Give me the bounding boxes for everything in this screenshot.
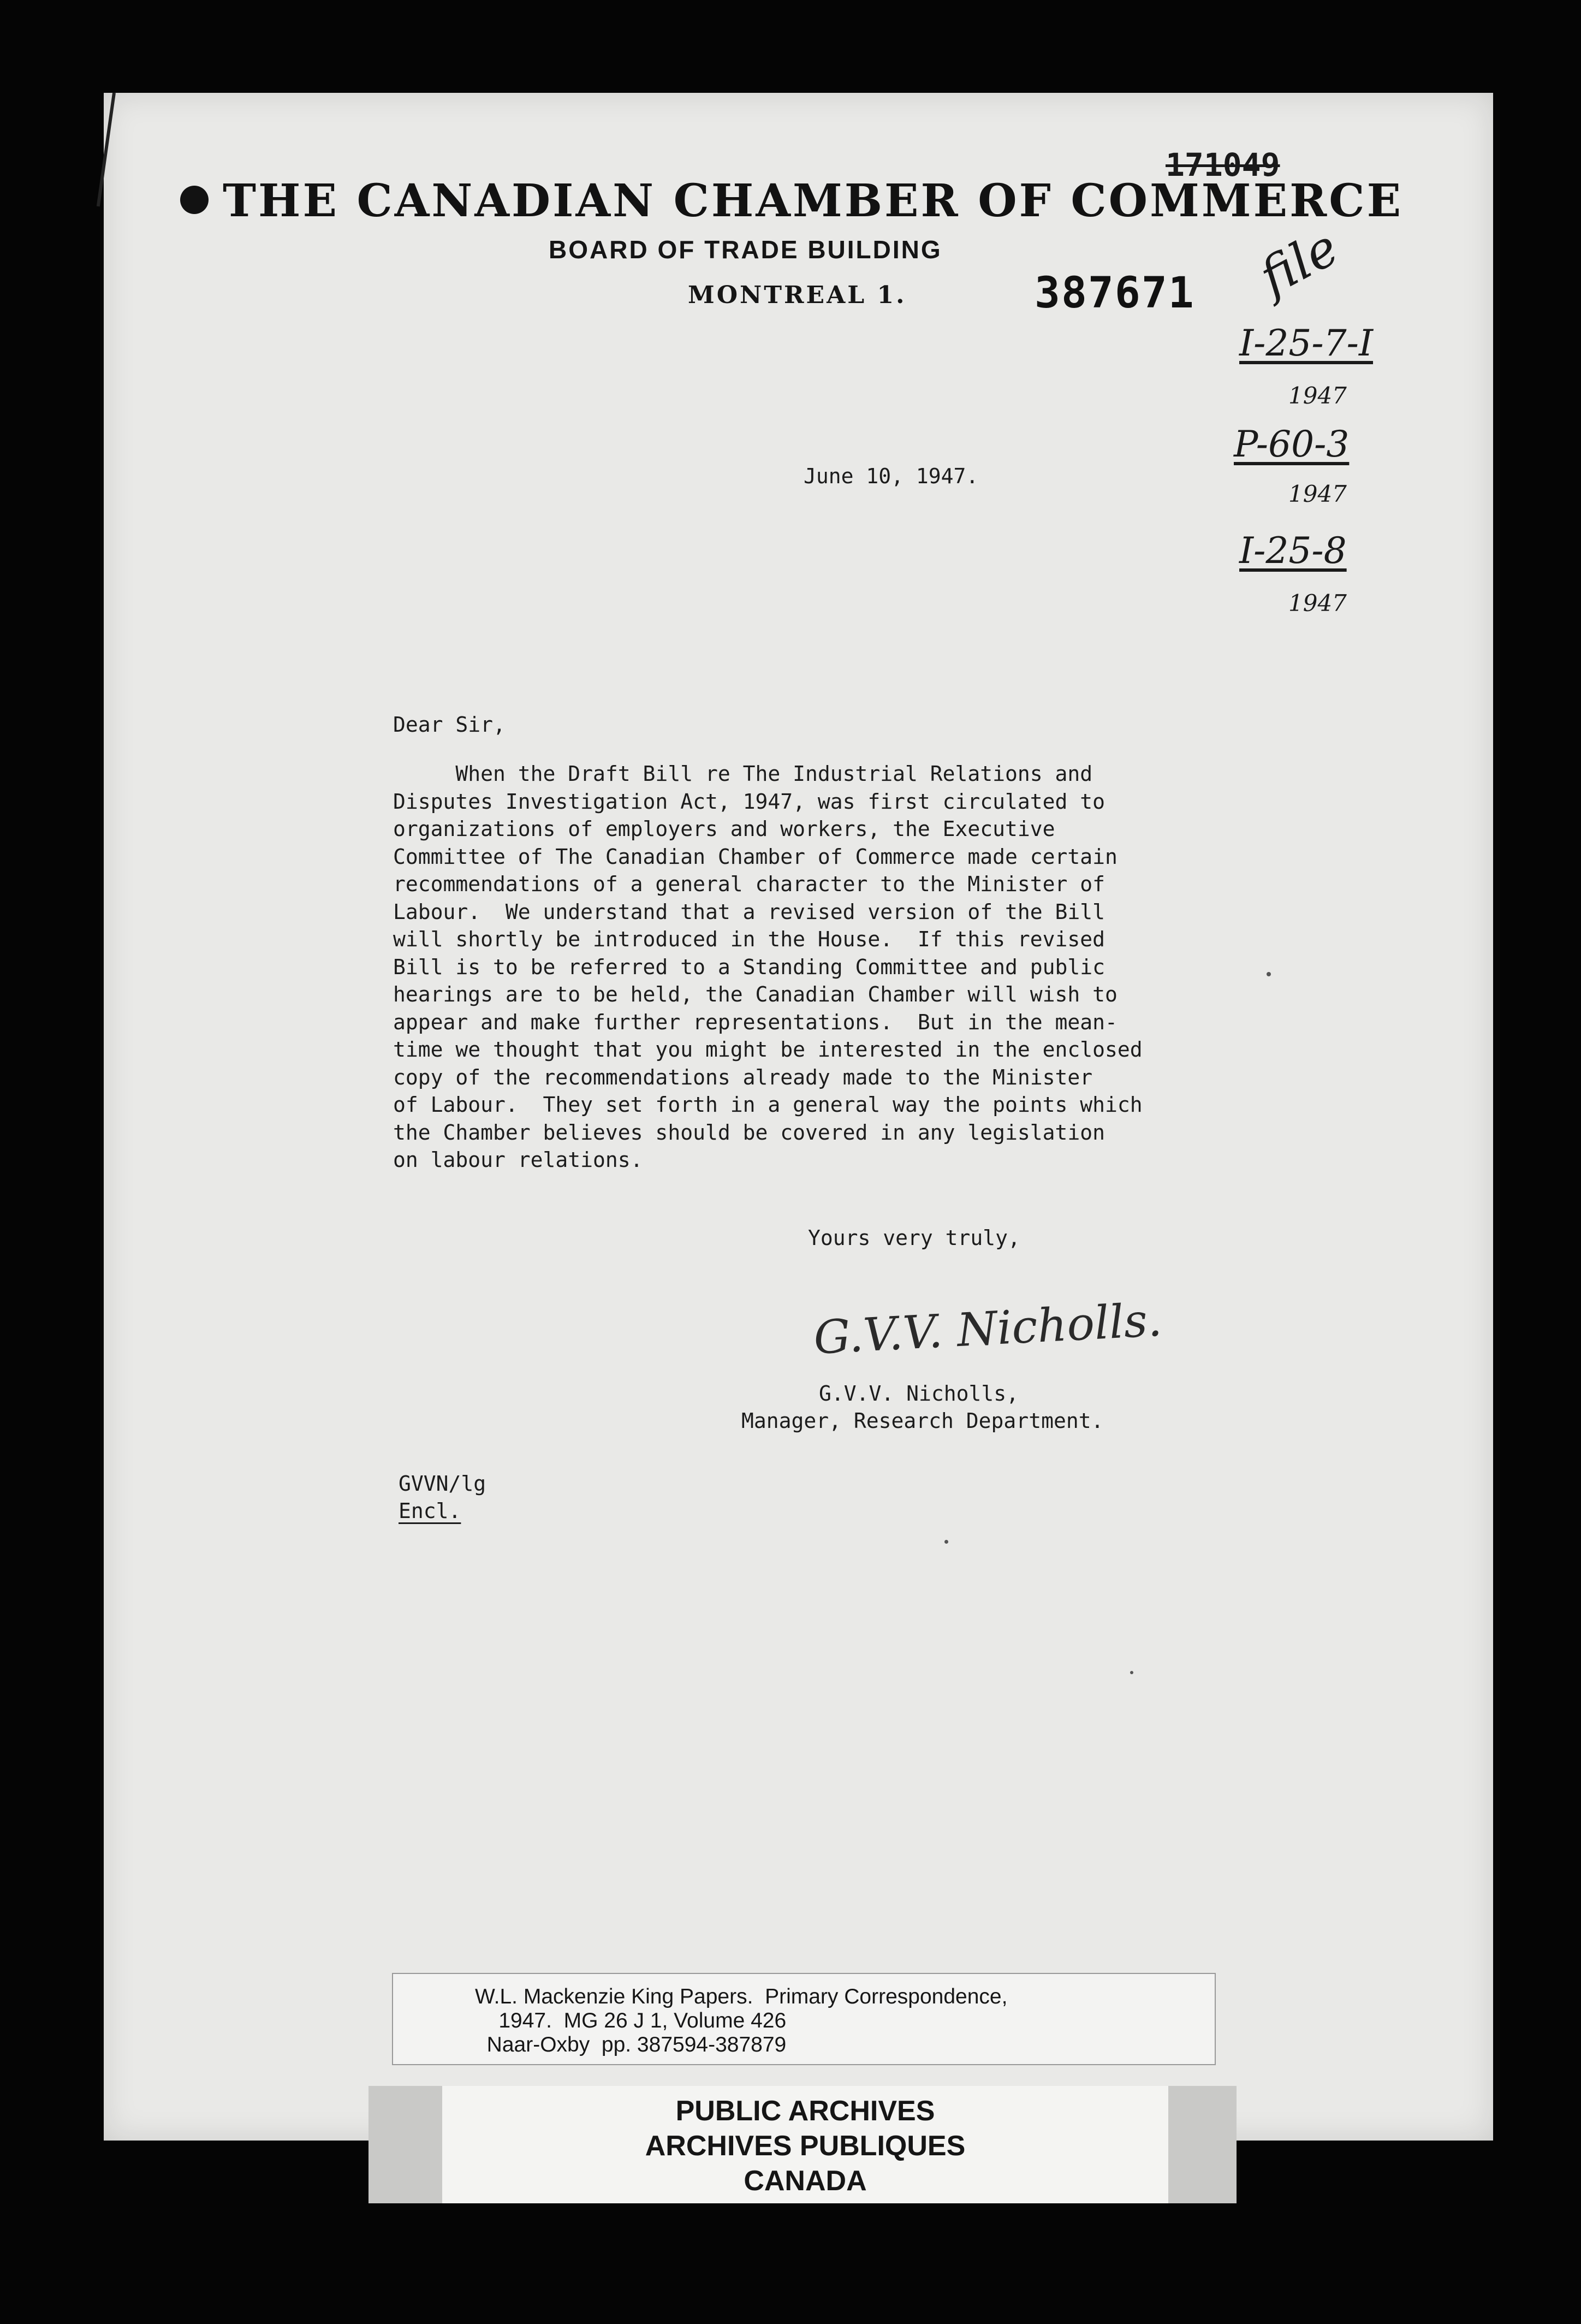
body-line: time we thought that you might be interested in the enclosed (393, 1038, 1143, 1062)
body-line: recommendations of a general character to the Minister of (393, 872, 1105, 896)
stamp-line: ARCHIVES PUBLIQUES (645, 2130, 966, 2162)
body-line: hearings are to be held, the Canadian Chamber will wish to (393, 982, 1118, 1006)
handwritten-reference-code: P-60-3 (1234, 423, 1350, 465)
signer-title: Manager, Research Department. (741, 1409, 1104, 1433)
body-line: organizations of employers and workers, the Executive (393, 817, 1055, 841)
body-line: the Chamber believes should be covered in any legislation (393, 1120, 1105, 1145)
citation-line: W.L. Mackenzie King Papers. Primary Correspondence, (475, 1985, 1008, 2008)
handwritten-reference-year: 1947 (1288, 590, 1347, 616)
handwritten-signature: G.V.V. Nicholls. (812, 1293, 1163, 1365)
handwritten-reference-year: 1947 (1288, 382, 1347, 409)
handwritten-reference-code: I-25-7-I (1239, 322, 1374, 364)
letterhead-city: MONTREAL 1. (688, 281, 907, 309)
citation-line: Naar-Oxby pp. 387594-387879 (475, 2033, 787, 2056)
struck-number: 171049 (1166, 146, 1280, 183)
paper-speck (944, 1540, 948, 1544)
body-line: Disputes Investigation Act, 1947, was first circulated to (393, 789, 1105, 814)
letter-page (104, 93, 1493, 2141)
body-line: When the Draft Bill re The Industrial Relations and (393, 762, 1093, 786)
reference-initials: GVVN/lg (399, 1472, 486, 1496)
bullet-icon (180, 186, 209, 214)
complimentary-close: Yours very truly, (808, 1226, 1020, 1250)
archive-stamp-text (442, 2094, 1168, 2198)
stamp-line: CANADA (744, 2165, 867, 2197)
body-line: copy of the recommendations already made to the Minister (393, 1065, 1093, 1089)
body-line: will shortly be introduced in the House. If this revised (393, 927, 1105, 951)
body-line: Labour. We understand that a revised version of the Bill (393, 899, 1105, 924)
archive-citation-card (393, 1974, 1215, 2064)
enclosure-note: Encl. (399, 1499, 461, 1523)
stamp-line: PUBLIC ARCHIVES (675, 2095, 935, 2127)
paper-speck (1130, 1671, 1133, 1674)
document-number-stamp: 387671 (1035, 269, 1195, 318)
page-edge-mark (97, 93, 116, 207)
citation-line: 1947. MG 26 J 1, Volume 426 (475, 2009, 787, 2032)
handwritten-reference-year: 1947 (1288, 481, 1347, 507)
body-line: on labour relations. (393, 1148, 643, 1172)
letter-body (393, 760, 1343, 1174)
archive-citation-text (475, 1985, 1206, 2057)
organization-name: THE CANADIAN CHAMBER OF COMMERCE (223, 175, 1404, 227)
signer-name: G.V.V. Nicholls, (819, 1382, 1019, 1406)
letter-date: June 10, 1947. (804, 464, 979, 488)
handwritten-file-note: file (1250, 218, 1348, 307)
body-line: of Labour. They set forth in a general way the points which (393, 1093, 1143, 1117)
archive-stamp (442, 2086, 1168, 2203)
body-line: appear and make further representations. But in the mean- (393, 1010, 1118, 1034)
paper-speck (1267, 972, 1271, 976)
body-line: Bill is to be referred to a Standing Committee and public (393, 954, 1105, 979)
salutation: Dear Sir, (393, 713, 506, 737)
letterhead-building: BOARD OF TRADE BUILDING (549, 235, 942, 264)
handwritten-reference-code: I-25-8 (1239, 530, 1347, 572)
body-line: Committee of The Canadian Chamber of Commerce made certain (393, 844, 1118, 869)
archive-stamp-band (368, 2086, 1237, 2203)
